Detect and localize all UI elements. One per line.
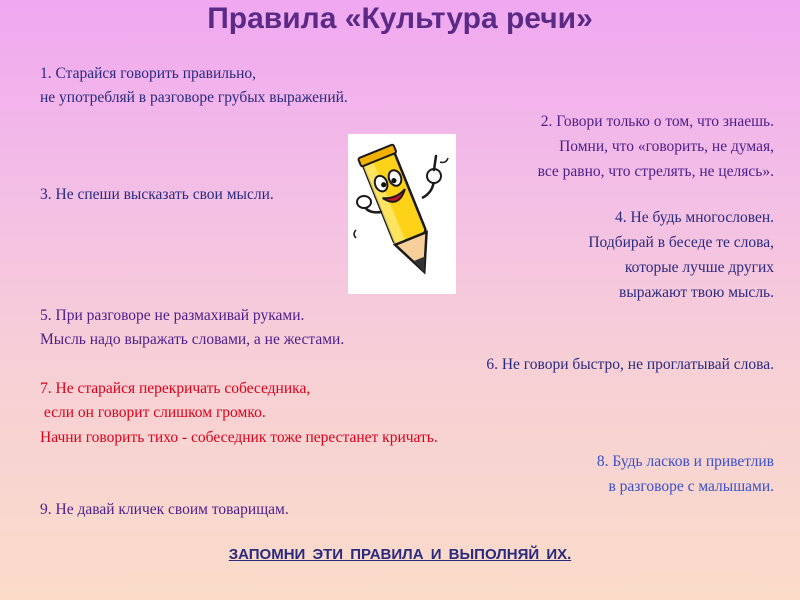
- rule-8-line-1: 8. Будь ласков и приветлив: [596, 453, 774, 470]
- rule-2-line-1: 2. Говори только о том, что знаешь.: [540, 113, 774, 130]
- pencil-illustration: [348, 134, 456, 294]
- rule-2-line-2: Помни, что «говорить, не думая,: [559, 138, 774, 155]
- rule-6-line-1: 6. Не говори быстро, не проглатывай слова.: [486, 356, 774, 373]
- cartoon-pencil-icon: [348, 134, 456, 294]
- rule-7-line-3: Начни говорить тихо - собеседник тоже перестанет кричать.: [40, 429, 438, 446]
- rule-7-line-1: 7. Не старайся перекричать собеседника,: [40, 380, 311, 397]
- page-title: Правила «Культура речи»: [207, 2, 593, 35]
- rule-1-line-2: не употребляй в разговоре грубых выражений.: [40, 89, 348, 106]
- rule-4-line-1: 4. Не будь многословен.: [615, 209, 774, 226]
- rule-4-line-3: которые лучше других: [624, 259, 774, 276]
- footer-call-to-action: ЗАПОМНИ ЭТИ ПРАВИЛА И ВЫПОЛНЯЙ ИХ.: [228, 546, 572, 563]
- rule-8-line-2: в разговоре с малышами.: [608, 478, 774, 495]
- rule-9-line-1: 9. Не давай кличек своим товарищам.: [40, 501, 289, 518]
- rule-2-line-3: все равно, что стрелять, не целясь».: [537, 163, 774, 180]
- rule-4-line-2: Подбирай в беседе те слова,: [588, 234, 774, 251]
- rule-1-line-1: 1. Старайся говорить правильно,: [40, 65, 256, 82]
- rule-7-line-2: если он говорит слишком громко.: [40, 404, 266, 421]
- rule-3-line-1: 3. Не спеши высказать свои мысли.: [40, 186, 274, 203]
- rule-5-line-1: 5. При разговоре не размахивай руками.: [40, 307, 305, 324]
- rule-4-line-4: выражают твою мысль.: [619, 284, 774, 301]
- rule-5-line-2: Мысль надо выражать словами, а не жестами.: [40, 331, 345, 348]
